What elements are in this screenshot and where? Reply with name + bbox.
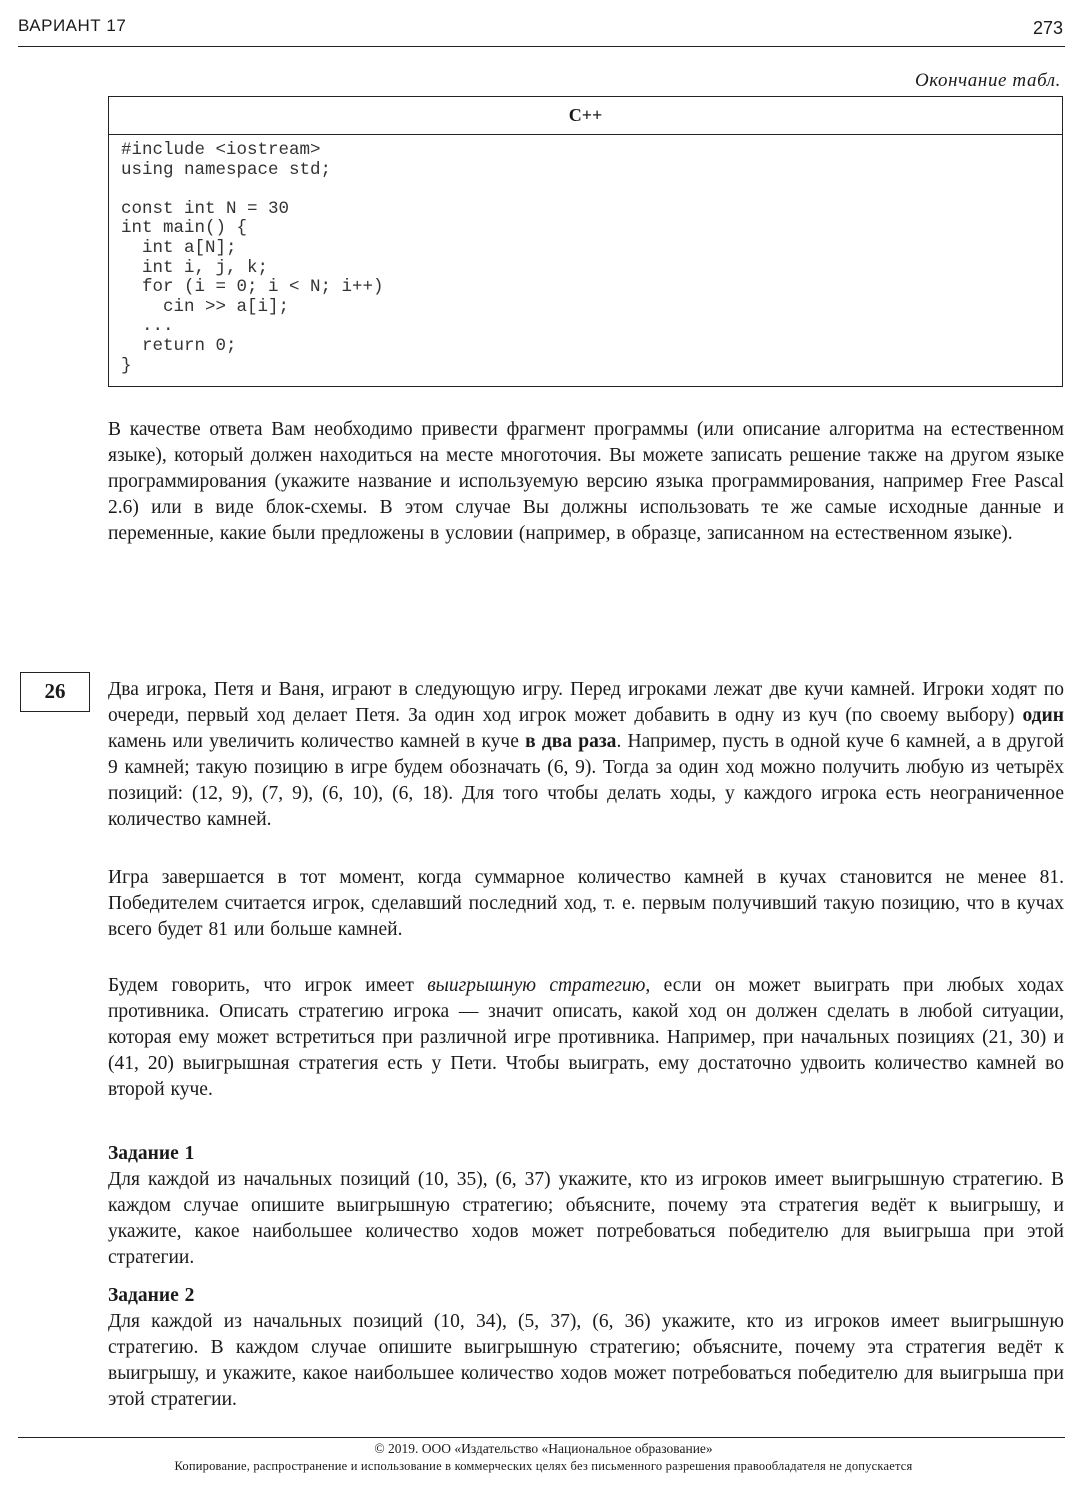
footer-legal-notice: Копирование, распространение и использование в коммерческих целях без письменного разрешения правообладателя не допускается bbox=[174, 1459, 913, 1473]
emphasis-winning-strategy: выигрышную стратегию bbox=[427, 975, 646, 996]
task-number-badge: 26 bbox=[20, 672, 90, 712]
subtask-1 bbox=[108, 1141, 1064, 1271]
subtask-2-text: Для каждой из начальных позиций (10, 34), (5, 37), (6, 36) укажите, кто из игроков имеет выигрышную стратегию. В каждом случае опишите выигрышную стратегию; объясните, почему эта стратегия ведёт к выигрышу, и укажите, какое наибольшее количество ходов может потребоваться победителю для выигрыша при этой стратегии. bbox=[108, 1311, 1064, 1410]
task-intro-paragraph: Два игрока, Петя и Ваня, играют в следующую игру. Перед игроками лежат две кучи камней. Игроки ходят по очереди, первый ход делает Петя. За один ход игрок может добавить в одну из куч (по своему выбору) один камень или увеличить количество камней в куче в два раза. Например, пусть в одной куче 6 камней, а в другой 9 камней; такую позицию в игре будем обозначать (6, 9). Тогда за один ход можно получить любую из четырёх позиций: (12, 9), (7, 9), (6, 10), (6, 18). Для того чтобы делать ходы, у каждого игрока есть неограниченное количество камней. bbox=[108, 679, 1064, 830]
header-divider bbox=[18, 46, 1065, 47]
code-listing: #include <iostream> using namespace std; const int N = 30 int main() { int a[N]; int i, j, k; for (i = 0; i < N; i++) cin >> a[i]; ... return 0; } bbox=[121, 140, 384, 376]
subtask-1-title: Задание 1 bbox=[108, 1143, 195, 1164]
subtask-1-text: Для каждой из начальных позиций (10, 35), (6, 37) укажите, кто из игроков имеет выигрышную стратегию. В каждом случае опишите выигрышную стратегию; объясните, почему эта стратегия ведёт к выигрышу, и укажите, какое наибольшее количество ходов может потребоваться победителю для выигрыша при этой стратегии. bbox=[108, 1169, 1064, 1268]
answer-instructions: В качестве ответа Вам необходимо привести фрагмент программы (или описание алгоритма на естественном языке), который должен находиться на месте многоточия. Вы можете записать решение также на другом языке программирования (укажите название и используемую версию языка программирования, например Free Pascal 2.6) или в виде блок-схемы. В этом случае Вы должны использовать те же самые исходные данные и переменные, какие были предложены в условии (например, в образце, записанном на естественном языке). bbox=[108, 419, 1064, 544]
code-table bbox=[108, 96, 1063, 387]
subtask-2-title: Задание 2 bbox=[108, 1285, 195, 1306]
footer-divider bbox=[18, 1437, 1065, 1438]
table-caption: Окончание табл. bbox=[914, 70, 1061, 91]
subtask-2 bbox=[108, 1283, 1064, 1413]
variant-label: ВАРИАНТ 17 bbox=[18, 16, 127, 35]
game-end-paragraph: Игра завершается в тот момент, когда суммарное количество камней в кучах становится не менее 81. Победителем считается игрок, сделавший последний ход, т. е. первым получивший такую позицию, что в кучах всего будет 81 или больше камней. bbox=[108, 867, 1064, 940]
emphasis-one: один bbox=[1022, 705, 1064, 726]
strategy-paragraph: Будем говорить, что игрок имеет выигрышную стратегию, если он может выиграть при любых ходах противника. Описать стратегию игрока — значит описать, какой ход он должен сделать в любой ситуации, которая ему может встретиться при различной игре противника. Например, при начальных позициях (21, 30) и (41, 20) выигрышная стратегия есть у Пети. Чтобы выиграть, ему достаточно удвоить количество камней во второй куче. bbox=[108, 975, 1064, 1100]
code-language-header: C++ bbox=[109, 97, 1062, 135]
page-number: 273 bbox=[1032, 18, 1063, 38]
emphasis-double: в два раза bbox=[525, 731, 617, 752]
footer-copyright: © 2019. ООО «Издательство «Национальное образование» bbox=[374, 1441, 713, 1456]
